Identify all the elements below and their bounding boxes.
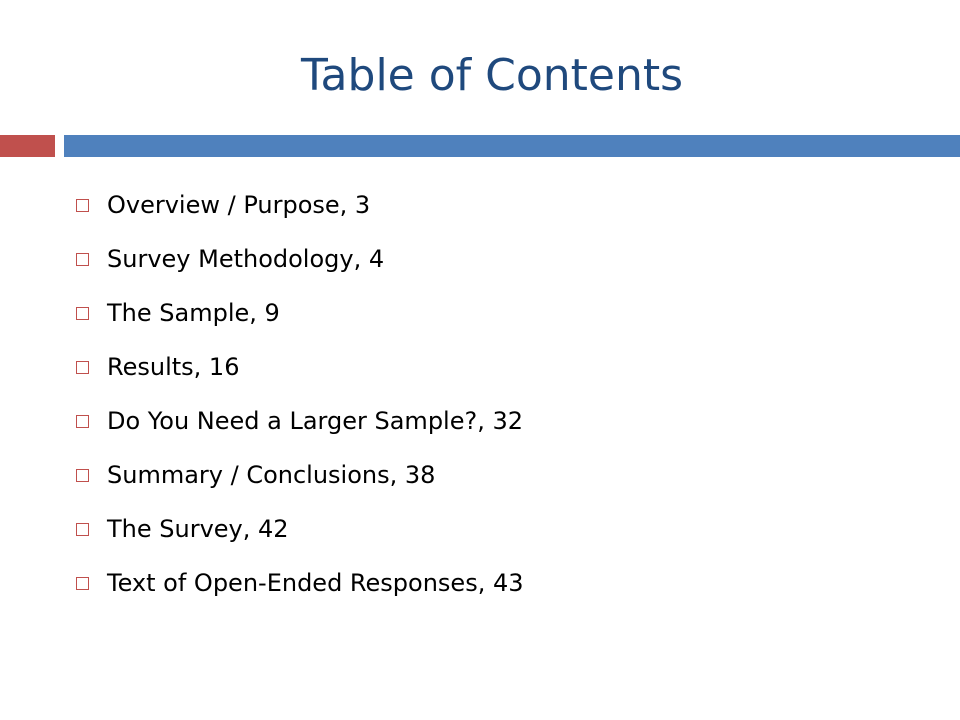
toc-item [76,556,524,610]
table-of-contents-list [76,178,524,610]
toc-item-label: Overview / Purpose, 3 [107,191,371,219]
toc-item [76,448,524,502]
toc-item [76,286,524,340]
toc-item-label: The Sample, 9 [107,299,280,327]
toc-item-label: Results, 16 [107,353,240,381]
square-bullet-icon [76,253,89,266]
title-accent-bar-right [64,135,960,157]
toc-item [76,340,524,394]
square-bullet-icon [76,469,89,482]
toc-item-label: Summary / Conclusions, 38 [107,461,436,489]
square-bullet-icon [76,415,89,428]
square-bullet-icon [76,577,89,590]
square-bullet-icon [76,361,89,374]
square-bullet-icon [76,199,89,212]
toc-item [76,232,524,286]
toc-item-label: The Survey, 42 [107,515,289,543]
toc-item-label: Do You Need a Larger Sample?, 32 [107,407,524,435]
square-bullet-icon [76,523,89,536]
toc-item [76,502,524,556]
slide-title: Table of Contents [300,50,684,101]
toc-item-label: Survey Methodology, 4 [107,245,385,273]
title-accent-bar-left [0,135,55,157]
toc-item-label: Text of Open-Ended Responses, 43 [107,569,524,597]
square-bullet-icon [76,307,89,320]
toc-item [76,178,524,232]
toc-item [76,394,524,448]
